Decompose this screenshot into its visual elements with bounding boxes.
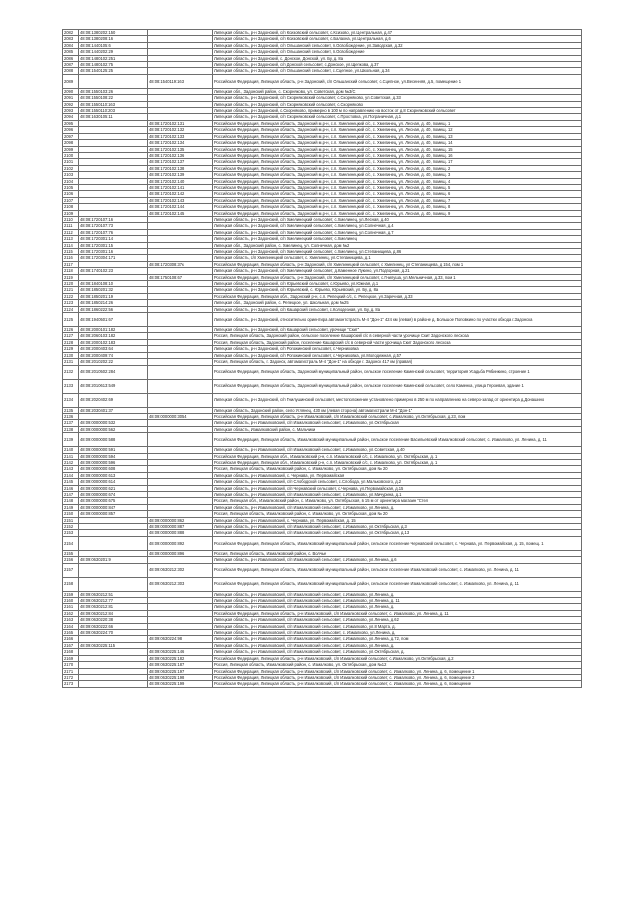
- row-number-cell: 2104: [63, 178, 79, 184]
- cadastral-number-cell: 48:08:1720301:14: [79, 236, 148, 242]
- cadastral-number-cell: 48:09:0000000:621: [79, 485, 148, 491]
- row-number-cell: 2122: [63, 293, 79, 299]
- table-row: [63, 393, 582, 407]
- address-cell: Российская Федерация, Липецкая область, Задонский м.р-н, с.п. Хмелинецкий с/с, с. Хмелинец, ул. Лесная, д. 40, помещ. 14: [213, 140, 582, 146]
- address-register-table: [62, 29, 582, 688]
- row-number-cell: 2161: [63, 604, 79, 610]
- row-number-cell: 2159: [63, 591, 79, 597]
- row-number-cell: 2154: [63, 536, 79, 550]
- cadastral-number-cell: 48:08:2010202:22: [79, 359, 148, 365]
- premises-number-cell: 48:09:0630225:199: [148, 681, 213, 687]
- address-cell: Липецкая область, р-н Задонский, с/п Хмелинецкий сельсовет, д.Каменное Лукино, ул.Подгорная, д.21: [213, 268, 582, 274]
- premises-number-cell: 48:09:0000000:892: [148, 536, 213, 550]
- address-cell: Российская Федерация, Липецкая область, р-н Измалковский, с/п Измалковский сельсовет, с. Измалково, ул. Ленина, д. 6, помещение: [213, 681, 582, 687]
- address-cell: Российская Федерация, Липецкая область, Задонский м.р-н, с.п. Хмелинецкий с/с, с. Хмелинец, ул. Лесная, д. 40, помещ. 2: [213, 165, 582, 171]
- address-cell: Российская Федерация, Липецкая область, Измалковский муниципальный район, сельское поселение Васильевский Измалковский сельсовет, с. Измалково, ул. Ленина, д. 11: [213, 433, 582, 447]
- address-cell: Липецкая область, р-н Измалковский, с/п Измалковский сельсовет, с.Измалково, ул.Ленина, д.: [213, 604, 582, 610]
- table-row: [63, 74, 582, 88]
- row-number-cell: 2137: [63, 420, 79, 426]
- row-number-cell: 2170: [63, 662, 79, 668]
- row-number-cell: 2114: [63, 242, 79, 248]
- table-row: [63, 563, 582, 577]
- row-number-cell: 2150: [63, 511, 79, 517]
- row-number-cell: 2164: [63, 623, 79, 629]
- row-number-cell: 2146: [63, 485, 79, 491]
- address-cell: Липецкая область, р-н Измалковский, с/п Измалковский сельсовет, с.Измалково, ул.Мичурина, д.1: [213, 491, 582, 497]
- cadastral-number-cell: 48:09:0000000:532: [79, 420, 148, 426]
- address-cell: Липецкая область, р-н Задонский, относительно ориентира автомонтстрасть М-4 "Дон-1" 424 км (левая) в районе д. Большое Поповкино по участки обхода г.Задонска: [213, 313, 582, 327]
- cadastral-number-cell: 48:08:1380202:150: [79, 30, 148, 36]
- address-cell: Российская Федерация, Липецкая обл., Измалковский р-н, с.п. Измалковский с/с, с. Измалково, ул. Октябрьская, д. 1: [213, 459, 582, 465]
- address-cell: Липецкая обл., Задонский район, с. Репецкое, ул. Школьная, дом №25: [213, 300, 582, 306]
- cadastral-number-cell: 48:08:1720107:16: [79, 216, 148, 222]
- address-cell: Липецкая область, р-н Задонский, с/п Донской сельсовет, с.Донское, ул.Щепкова, д.37: [213, 62, 582, 68]
- premises-number-cell: [148, 393, 213, 407]
- cadastral-number-cell: 48:08:1850201:19: [79, 293, 148, 299]
- row-number-cell: 2091: [63, 95, 79, 101]
- address-cell: Липецкая область, р-н Задонский, с/п Рогожинский сельсовет, с.Черниховка: [213, 346, 582, 352]
- row-number-cell: 2127: [63, 333, 79, 339]
- address-cell: Липецкая область, р-н Задонский, с/п Хмелинецкий сельсовет, с.Хмелинец, ул.Солнечная, д.4: [213, 223, 582, 229]
- table-row: [63, 433, 582, 447]
- cadastral-number-cell: 48:08:1840108:10: [79, 281, 148, 287]
- row-number-cell: 2138: [63, 426, 79, 432]
- cadastral-number-cell: 48:08:1550108:22: [79, 95, 148, 101]
- address-cell: Российская Федерация, Липецкая область, Задонский м.р-н, с.п. Хмелинецкий с/с, с. Хмелинец, ул. Лесная, д. 40, помещ. 4: [213, 178, 582, 184]
- address-cell: Липецкая область, р-н Задонский, с/п Ольшанский сельсовет, с.Сцепное, ул.Школьная, д.34: [213, 68, 582, 74]
- row-number-cell: 2090: [63, 88, 79, 94]
- row-number-cell: 2134: [63, 393, 79, 407]
- address-cell: Липецкая область, р-н Измалковский, с/п Измалковский сельсовет, с.Измалково, ул.Ленина, д.: [213, 504, 582, 510]
- premises-number-cell: [148, 365, 213, 379]
- address-cell: Липецкая область, р-н Измалковский, с/п Измалковский сельсовет, с.Измалково, ул.Октябрьская, д.3: [213, 524, 582, 530]
- cadastral-number-cell: 48:08:2010613:549: [79, 379, 148, 393]
- address-cell: Российская Федерация, Липецкая область, Задонский м.р-н, с.п. Хмелинецкий с/с, с. Хмелинец, ул. Лесная, д. 40, помещ. 12: [213, 127, 582, 133]
- address-cell: Липецкая область, р-н Измалковский, с/п Измалковский сельсовет, с.Измалково, ул.Октябрьская, д.13: [213, 530, 582, 536]
- address-cell: Российская Федерация, Липецкая область, р-н Задонский, с/п Ольшанский сельсовет, с.Сцепное, ул.Весенняя, д.5, помещение 1: [213, 74, 582, 88]
- premises-number-cell: 48:08:1720102:133: [148, 133, 213, 139]
- row-number-cell: 2113: [63, 236, 79, 242]
- row-number-cell: 2124: [63, 306, 79, 312]
- address-cell: Россия, Липецкая область, Измалковский район, с. Измалково, ул. Октябрьская, дом № 20: [213, 466, 582, 472]
- row-number-cell: 2087: [63, 62, 79, 68]
- premises-number-cell: 48:09:0630225:182: [148, 655, 213, 661]
- address-cell: Российская Федерация, Липецкая область, Задонский м.р-н, с.п. Хмелинецкий с/с, с. Хмелинец, ул. Лесная, д. 40, помещ. 6: [213, 191, 582, 197]
- cadastral-number-cell: 48:08:1740102:23: [79, 268, 148, 274]
- row-number-cell: 2157: [63, 563, 79, 577]
- cadastral-number-cell: 48:09:0000000:608: [79, 466, 148, 472]
- row-number-cell: 2141: [63, 453, 79, 459]
- address-cell: Российская Федерация, Липецкая область, р-н Измалковский, с/п Измалковский сельсовет, с.Измалково, ул.Октябрьская, д.2: [213, 655, 582, 661]
- address-cell: Российская Федерация, Липецкая область, Задонский муниципальный район, сельское поселение Каменский сельсовет, территория Усадьба Рябинкино, строение 1: [213, 365, 582, 379]
- address-cell: Российская Федерация, Липецкая область, Задонский м.р-н, с.п. Хмелинецкий с/с, с. Хмелинец, ул. Лесная, д. 40, помещ. 1: [213, 120, 582, 126]
- cadastral-number-cell: 48:08:1630105:11: [79, 114, 148, 120]
- row-number-cell: 2152: [63, 524, 79, 530]
- premises-number-cell: 48:08:1720102:132: [148, 127, 213, 133]
- cadastral-number-cell: 48:08:1720304:171: [79, 255, 148, 261]
- premises-number-cell: 48:09:0000000:888: [148, 530, 213, 536]
- address-cell: Российская Федерация, Липецкая область, р-н Задонский, с/п Хмелинецкий сельсовет, с.Гнилуша, ул.Мельничная, д.33, пом 1: [213, 274, 582, 280]
- address-cell: Российская Федерация, Липецкая область, р-н Задонский, с/п Хмелинецкий сельсовет, с Хмелинец, ул Степанищева, д 154, пом 1: [213, 261, 582, 267]
- address-cell: Липецкая область, р-н Измалковский, с/п Измалковский сельсовет, с.Измалково, ул.Ленина, д. 11: [213, 598, 582, 604]
- row-number-cell: 2094: [63, 114, 79, 120]
- table-row: [63, 365, 582, 379]
- cadastral-number-cell: 48:08:2000409:74: [79, 352, 148, 358]
- premises-number-cell: 48:09:0000000:3054: [148, 413, 213, 419]
- row-number-cell: 2131: [63, 359, 79, 365]
- address-cell: Российская Федерация, Липецкая область, Измалковский муниципальный район, сельское поселение Измалковский сельсовет, с. Измалково, ул. Ленина, д. 11: [213, 563, 582, 577]
- cadastral-number-cell: 48:08:2030401:37: [79, 407, 148, 413]
- row-number-cell: 2143: [63, 466, 79, 472]
- cadastral-number-cell: 48:08:2060103:182: [79, 333, 148, 339]
- address-cell: Липецкая область, р-н Измалковский, с/п Измалковский сельсовет, с.Измалково, ул.Ленина, д.72, пом: [213, 636, 582, 642]
- premises-number-cell: 48:08:1540119:163: [148, 74, 213, 88]
- cadastral-number-cell: 48:09:0630224:70: [79, 630, 148, 636]
- address-cell: Российская Федерация, Липецкая область, Задонский м.р-н, с.п. Хмелинецкий с/с, с. Хмелинец, ул. Лесная, д. 40, помещ. 17: [213, 159, 582, 165]
- address-cell: Российская Федерация, Липецкая обл., Измалковский р-н, с.п. Измалковский с/с, с. Измалково, ул. Октябрьская, д. 1: [213, 453, 582, 459]
- premises-number-cell: 48:08:1720102:142: [148, 191, 213, 197]
- row-number-cell: 2111: [63, 223, 79, 229]
- address-cell: Липецкая область, р-н Измалковский, с/п Измалковский сельсовет, с.Измалково, ул.Ленина, д.62: [213, 617, 582, 623]
- premises-number-cell: 48:08:1750108:67: [148, 274, 213, 280]
- cadastral-number-cell: 48:08:1540125:25: [79, 68, 148, 74]
- premises-number-cell: 48:08:1720102:131: [148, 120, 213, 126]
- row-number-cell: 2092: [63, 101, 79, 107]
- address-cell: Российская Федерация, Липецкая область, Задонский м.р-н, с.п. Хмелинецкий с/с, с. Хмелинец, ул. Лесная, д. 40, помещ. 7: [213, 197, 582, 203]
- premises-number-cell: 48:09:0630225:197: [148, 668, 213, 674]
- address-cell: Российская Федерация, Липецкая область, Задонский муниципальный район, сельское поселение Каменский сельсовет, село Каменка, улица Героевая, здание 1: [213, 379, 582, 393]
- address-cell: Российская Федерация, Липецкая область, р-н Измалковский, с/п Измалковский сельсовет, с. Измалково, ул. Ленина, д. 6, помещение 1: [213, 668, 582, 674]
- cadastral-number-cell: 48:09:0000000:591: [79, 447, 148, 453]
- address-cell: Россия, Липецкая обл., Измалковский район, с. Измалково, ул. Октябрьская, в 15 м от ориентира магазин "Стел: [213, 498, 582, 504]
- cadastral-number-cell: 48:08:2020402:69: [79, 393, 148, 407]
- row-number-cell: 2160: [63, 598, 79, 604]
- premises-number-cell: [148, 379, 213, 393]
- address-cell: Липецкая область, р-н Задонский, с.Скорняково, примерно в 100 м по направлению на восток от д.8 Скорняковский сельсовет: [213, 108, 582, 114]
- cadastral-number-cell: [79, 74, 148, 88]
- row-number-cell: 2126: [63, 327, 79, 333]
- row-number-cell: 2116: [63, 255, 79, 261]
- premises-number-cell: 48:08:1720102:140: [148, 178, 213, 184]
- premises-number-cell: 48:08:1720102:145: [148, 210, 213, 216]
- premises-number-cell: 48:09:0000000:887: [148, 524, 213, 530]
- row-number-cell: 2095: [63, 120, 79, 126]
- address-cell: Липецкая область, р-н Задонский, с/п Ксизовский сельсовет, с.Балахна, ул.Центральная, д.6: [213, 36, 582, 42]
- address-cell: Российская Федерация, Липецкая область, Задонский м.р-н, с.п. Хмелинецкий с/с, с. Хмелинец, ул. Лесная, д. 40, помещ. 8: [213, 204, 582, 210]
- address-cell: Липецкая область, р-н Задонский, с/п Хмелинецкий сельсовет, с.Хмелинец, ул.Степанищева, д.86: [213, 249, 582, 255]
- cadastral-number-cell: [79, 563, 148, 577]
- row-number-cell: 2171: [63, 668, 79, 674]
- address-cell: Липецкая область, р-н Задонский, с/п Скорняковский сельсовет, с.Скорняково: [213, 101, 582, 107]
- cadastral-number-cell: 48:08:1940501:67: [79, 313, 148, 327]
- row-number-cell: 2083: [63, 36, 79, 42]
- cadastral-number-cell: 48:09:0630212:77: [79, 598, 148, 604]
- premises-number-cell: 48:08:1720308:37к: [148, 261, 213, 267]
- address-cell: Липецкая область, р-н Задонский, с/п Рогожинский сельсовет, с.Черниховка, ул.Молодежная, д.57: [213, 352, 582, 358]
- cadastral-number-cell: 48:08:1860222:56: [79, 306, 148, 312]
- address-cell: Липецкая область, р-н Задонский, с/п Гнилушинский сельсовет, местоположение установлено примерно в 250 м по направлению на северо-запад от ориентира д.Донашино: [213, 393, 582, 407]
- cadastral-number-cell: 48:08:1480102:251: [79, 55, 148, 61]
- address-cell: Липецкая область, р-н Измалковский, с/п Измалковский сельсовет, с.Измалково, ул.Ленина, д.6: [213, 557, 582, 563]
- row-number-cell: 2109: [63, 210, 79, 216]
- cadastral-number-cell: 48:08:1550110:203: [79, 108, 148, 114]
- address-cell: Липецкая область, Измалковский район, с. Мальчики: [213, 426, 582, 432]
- table-row: [63, 536, 582, 550]
- premises-number-cell: 48:09:0000000:862: [148, 517, 213, 523]
- address-cell: Россия, Липецкая область, Задонский район, сельское поселение Кашарский с/с в северной части урочище Скит Задонского лесхоза: [213, 333, 582, 339]
- row-number-cell: 2108: [63, 204, 79, 210]
- row-number-cell: 2100: [63, 152, 79, 158]
- cadastral-number-cell: 48:09:0630212:81: [79, 604, 148, 610]
- premises-number-cell: 48:08:1720102:144: [148, 204, 213, 210]
- row-number-cell: 2166: [63, 636, 79, 642]
- row-number-cell: 2155: [63, 550, 79, 556]
- cadastral-number-cell: 48:08:1720107:76: [79, 229, 148, 235]
- address-cell: Российская Федерация, Липецкая область, Измалковский муниципальный район, сельское поселение Измалковский сельсовет, с. Измалково, ул. Ленина, д. 11: [213, 577, 582, 591]
- row-number-cell: 2115: [63, 249, 79, 255]
- cadastral-number-cell: 48:08:1720301:15: [79, 242, 148, 248]
- address-cell: Липецкая область, р-н Измалковский, с/п Слободской сельсовет, с.Слобода, ул.Мальковского, д.2: [213, 479, 582, 485]
- cadastral-number-cell: 48:08:1720107:73: [79, 223, 148, 229]
- cadastral-number-cell: 48:08:1720301:16: [79, 249, 148, 255]
- address-cell: Российская Федерация, Липецкая область, р-н Измалковский, с/п Измалковский сельсовет, с.Измалково, ул.Октябрьская, д.23, пом: [213, 413, 582, 419]
- premises-number-cell: 48:08:1720102:139: [148, 172, 213, 178]
- row-number-cell: 2144: [63, 472, 79, 478]
- row-number-cell: 2128: [63, 339, 79, 345]
- address-cell: Липецкая область, с/п Хмелинецкий сельсовет, с. Хмелинец, ул.Степанищева, д.1: [213, 255, 582, 261]
- row-number-cell: 2101: [63, 159, 79, 165]
- cadastral-number-cell: 48:09:0000000:613: [79, 472, 148, 478]
- row-number-cell: 2093: [63, 108, 79, 114]
- cadastral-number-cell: 48:08:1380208:16: [79, 36, 148, 42]
- table-row: [63, 577, 582, 591]
- cadastral-number-cell: 48:08:1440202:29: [79, 49, 148, 55]
- cadastral-number-cell: 48:09:0000000:857: [79, 511, 148, 517]
- address-cell: Липецкая область, р-н Задонский, с/п Ольшанский сельсовет, п.Освобождение: [213, 49, 582, 55]
- row-number-cell: 2169: [63, 655, 79, 661]
- cadastral-number-cell: [79, 536, 148, 550]
- row-number-cell: 2136: [63, 413, 79, 419]
- row-number-cell: 2158: [63, 577, 79, 591]
- row-number-cell: 2117: [63, 261, 79, 267]
- cadastral-number-cell: 48:08:2000101:182: [79, 327, 148, 333]
- row-number-cell: 2112: [63, 229, 79, 235]
- address-cell: Липецкая область, р-н Задонский, с/п Хмелинецкий сельсовет, с.Хмелинец, ул.Лесная, д.40: [213, 216, 582, 222]
- row-number-cell: 2110: [63, 216, 79, 222]
- cadastral-number-cell: 48:09:0000000:588: [79, 433, 148, 447]
- address-cell: Липецкая область, р-н Задонский, с/п Ольшанский сельсовет, п.Освобождение, ул.Заводская, д.32: [213, 42, 582, 48]
- address-cell: Россия, Липецкая область, Измалковский район, с. Измалково, ул. Октябрьская, дом № 20: [213, 511, 582, 517]
- address-cell: Российская Федерация, Липецкая обл., Задонский р-н, с.п. Репецкий с/с, с. Репецкое, ул.Заречная, д.33: [213, 293, 582, 299]
- row-number-cell: 2145: [63, 479, 79, 485]
- address-cell: Липецкая область, р-н Измалковский, с/п Измалковский сельсовет, с.Измалково, ул.Октябрьская, д.: [213, 649, 582, 655]
- cadastral-number-cell: 48:09:0630225:115: [79, 642, 148, 648]
- address-cell: Россия, Липецкая область, Измалковский район, с. Волчье: [213, 550, 582, 556]
- cadastral-number-cell: 48:08:2010502:284: [79, 365, 148, 379]
- premises-number-cell: 48:08:1720102:135: [148, 146, 213, 152]
- address-cell: Липецкая область, р-н Задонский, с/п Скорняковский сельсовет, с.Скорняково, ул.Советская, д.33: [213, 95, 582, 101]
- address-cell: Липецкая обл., Задонский район, с. Хмелинец, ул. Солнечная, дом №2: [213, 242, 582, 248]
- address-cell: Липецкая область, р-н Задонский, с. Донское, Донской, ул. Бу, д. 8а: [213, 55, 582, 61]
- row-number-cell: 2103: [63, 172, 79, 178]
- address-cell: Липецкая область, р-н Измалковский, с/п Измалковский сельсовет, с.Измалково, ул.Ленина, д.: [213, 591, 582, 597]
- row-number-cell: 2119: [63, 274, 79, 280]
- premises-number-cell: 48:08:1720102:141: [148, 184, 213, 190]
- row-number-cell: 2173: [63, 681, 79, 687]
- address-cell: Липецкая область, р-н Задонский, с/п Скорняковский сельсовет, с.Простовка, ул.Пограничная, д.1: [213, 114, 582, 120]
- address-cell: Липецкая область, р-н Задонский, с/п Юрьевский сельсовет, с.Юрьево, ул.Южная, д.1: [213, 281, 582, 287]
- premises-number-cell: 48:09:0630224:98: [148, 636, 213, 642]
- row-number-cell: 2167: [63, 642, 79, 648]
- cadastral-number-cell: 48:09:0000000:594: [79, 453, 148, 459]
- row-number-cell: 2125: [63, 313, 79, 327]
- row-number-cell: 2118: [63, 268, 79, 274]
- row-number-cell: 2082: [63, 30, 79, 36]
- row-number-cell: 2107: [63, 197, 79, 203]
- row-number-cell: 2096: [63, 127, 79, 133]
- cadastral-number-cell: 48:09:0000000:562: [79, 426, 148, 432]
- cadastral-number-cell: 48:08:1550110:163: [79, 101, 148, 107]
- address-cell: Липецкая обл., Задонский район, с. Скорняково, ул. Советская, дом №3/С: [213, 88, 582, 94]
- address-cell: Россия, Липецкая область, Измалковский район, с. Измалково, ул. Октябрьская, дом №12: [213, 662, 582, 668]
- address-cell: Российская Федерация, Липецкая область, Задонский м.р-н, с.п. Хмелинецкий с/с, с. Хмелинец, ул. Лесная, д. 40, помещ. 16: [213, 152, 582, 158]
- address-cell: Липецкая область, р-н Измалковский, с/п Чернавский сельсовет, с.Чернава, ул.Первомайская, д.15: [213, 485, 582, 491]
- cadastral-number-cell: [79, 681, 148, 687]
- cadastral-number-cell: 48:09:0630212:51: [79, 591, 148, 597]
- row-number-cell: 2105: [63, 184, 79, 190]
- address-cell: Российская Федерация, Липецкая область, Задонский м.р-н, с.п. Хмелинецкий с/с, с. Хмелинец, ул. Лесная, д. 40, помещ. 9: [213, 210, 582, 216]
- row-number-cell: 2156: [63, 557, 79, 563]
- cadastral-number-cell: 48:09:0630201:9: [79, 557, 148, 563]
- premises-number-cell: [148, 433, 213, 447]
- address-cell: Липецкая область, р-н Задонский, с/п Кашарский сельсовет, урочище "Скит": [213, 327, 582, 333]
- cadastral-number-cell: 48:08:1850214:26: [79, 300, 148, 306]
- address-cell: Липецкая область, р-н Измалковский, с/п Измалковский сельсовет, с. Измалково, ул.Ленина, д.: [213, 630, 582, 636]
- premises-number-cell: 48:09:0630225:187: [148, 662, 213, 668]
- row-number-cell: 2121: [63, 287, 79, 293]
- address-cell: Липецкая область, р-н Задонский, с/п Кашарский сельсовет, с.Колодезная, ул. Бу, д. 8а: [213, 306, 582, 312]
- premises-number-cell: 48:09:0630225:146: [148, 649, 213, 655]
- row-number-cell: 2130: [63, 352, 79, 358]
- table-row: [63, 313, 582, 327]
- cadastral-number-cell: 48:09:0630222:66: [79, 623, 148, 629]
- address-cell: Липецкая область, р-н Задонский, с/п Юрьевский, с. Юрьево, Юрьевский, ул. Бу, д. 8а: [213, 287, 582, 293]
- row-number-cell: 2106: [63, 191, 79, 197]
- row-number-cell: 2140: [63, 447, 79, 453]
- premises-number-cell: 48:08:1720102:136: [148, 152, 213, 158]
- cadastral-number-cell: 48:08:1850201:32: [79, 287, 148, 293]
- row-number-cell: 2085: [63, 49, 79, 55]
- address-cell: Липецкая область, р-н Задонский, с/п Ксизовский сельсовет, с.Ксизово, ул.Центральная, д.47: [213, 30, 582, 36]
- address-cell: Липецкая область, р-н Задонский, с/п Хмелинецкий сельсовет, с.Хмелинец: [213, 236, 582, 242]
- cadastral-number-cell: 48:09:0630220:38: [79, 617, 148, 623]
- row-number-cell: 2168: [63, 649, 79, 655]
- cadastral-number-cell: 48:09:0000000:847: [79, 504, 148, 510]
- cadastral-number-cell: 48:08:1480102:75: [79, 62, 148, 68]
- cadastral-number-cell: 48:09:0000000:596: [79, 459, 148, 465]
- row-number-cell: 2086: [63, 55, 79, 61]
- premises-number-cell: 48:08:1720102:138: [148, 165, 213, 171]
- address-cell: Российская Федерация, Липецкая область, Задонский м.р-н, с.п. Хмелинецкий с/с, с. Хмелинец, ул. Лесная, д. 40, помещ. 5: [213, 184, 582, 190]
- address-cell: Российская Федерация, Липецкая область, Задонский м.р-н, с.п. Хмелинецкий с/с, с. Хмелинец, ул. Лесная, д. 40, помещ. 13: [213, 133, 582, 139]
- row-number-cell: 2163: [63, 617, 79, 623]
- address-cell: Липецкая область, р-н Измалковский, с/п Измалковский сельсовет, с.Измалково, ул.Октябрьская: [213, 420, 582, 426]
- row-number-cell: 2139: [63, 433, 79, 447]
- cadastral-number-cell: 48:08:1440105:6: [79, 42, 148, 48]
- row-number-cell: 2162: [63, 610, 79, 616]
- row-number-cell: 2089: [63, 74, 79, 88]
- address-cell: Российская Федерация, Липецкая область, Задонский м.р-н, с.п. Хмелинецкий с/с, с. Хмелинец, ул. Лесная, д. 40, помещ. 3: [213, 172, 582, 178]
- row-number-cell: 2151: [63, 517, 79, 523]
- cadastral-number-cell: 48:09:0000000:614: [79, 479, 148, 485]
- row-number-cell: 2123: [63, 300, 79, 306]
- row-number-cell: 2097: [63, 133, 79, 139]
- premises-number-cell: 48:08:1720102:134: [148, 140, 213, 146]
- row-number-cell: 2084: [63, 42, 79, 48]
- address-cell: Россия, Липецкая область, Задонский район, поселение Кашарский с/с в северной части урочища Скит Задонского лесхоза: [213, 339, 582, 345]
- row-number-cell: 2165: [63, 630, 79, 636]
- address-cell: Липецкая область, р-н Измалковский, с/п Измалковский сельсовет, с.Измалково, ул.8 Марта, д.: [213, 623, 582, 629]
- cadastral-number-cell: [79, 577, 148, 591]
- cadastral-number-cell: 48:09:0630212:84: [79, 610, 148, 616]
- row-number-cell: 2129: [63, 346, 79, 352]
- row-number-cell: 2149: [63, 504, 79, 510]
- cadastral-number-cell: 48:08:2000403:64: [79, 346, 148, 352]
- address-cell: Липецкая область, р-н Задонский, с/п Хмелинецкий сельсовет, с.Хмелинец, ул.Солнечная, д.7: [213, 229, 582, 235]
- row-number-cell: 2153: [63, 530, 79, 536]
- cadastral-number-cell: 48:09:0000000:675: [79, 498, 148, 504]
- row-number-cell: 2132: [63, 365, 79, 379]
- row-number-cell: 2088: [63, 68, 79, 74]
- address-cell: Липецкая область, р-н Измалковский, с. Чернава, ул. Первомайская: [213, 472, 582, 478]
- cadastral-number-cell: 48:08:2000102:183: [79, 339, 148, 345]
- address-cell: Российская Федерация, Липецкая область, р-н Измалковский, с/п Измалковский сельсовет, с. Измалково, ул. Ленина, д. 6, помещение 2: [213, 674, 582, 680]
- row-number-cell: 2147: [63, 491, 79, 497]
- row-number-cell: 2148: [63, 498, 79, 504]
- premises-number-cell: 48:09:0000000:896: [148, 550, 213, 556]
- table-row: [63, 681, 582, 687]
- premises-number-cell: 48:09:0630212:302: [148, 563, 213, 577]
- premises-number-cell: 48:09:0630225:198: [148, 674, 213, 680]
- address-cell: Липецкая область, р-н Измалковский, с/п Измалковский сельсовет, с.Измалково, ул.Ленина, д.: [213, 642, 582, 648]
- address-cell: Российская Федерация, Липецкая область, Задонский м.р-н, с.п. Хмелинецкий с/с, с. Хмелинец, ул. Лесная, д. 40, помещ. 15: [213, 146, 582, 152]
- address-cell: Липецкая область, Задонский район, село Углянец, 430 км (левая сторона) автомагистрали М-4 "Дон-1": [213, 407, 582, 413]
- row-number-cell: 2098: [63, 140, 79, 146]
- premises-number-cell: 48:08:1720102:143: [148, 197, 213, 203]
- row-number-cell: 2099: [63, 146, 79, 152]
- cadastral-number-cell: 48:08:1550103:26: [79, 88, 148, 94]
- row-number-cell: 2135: [63, 407, 79, 413]
- premises-number-cell: 48:09:0630212:303: [148, 577, 213, 591]
- row-number-cell: 2102: [63, 165, 79, 171]
- row-number-cell: 2172: [63, 674, 79, 680]
- cadastral-number-cell: 48:09:0000000:674: [79, 491, 148, 497]
- premises-number-cell: 48:08:1720102:137: [148, 159, 213, 165]
- table-row: [63, 379, 582, 393]
- address-cell: Российская Федерация, Липецкая область, Измалковский муниципальный район, сельское поселение Чернавский сельсовет, с. Чернава, ул. Первомайская, д. 15, помещ. 1: [213, 536, 582, 550]
- address-cell: Липецкая область, р-н Измалковский, с/п Измалковский сельсовет, с.Измалково, ул.Советская, д.40: [213, 447, 582, 453]
- row-number-cell: 2120: [63, 281, 79, 287]
- row-number-cell: 2133: [63, 379, 79, 393]
- premises-number-cell: [148, 313, 213, 327]
- address-cell: Липецкая область, р-н Измалковский, с. Чернава, ул. Первомайская, д. 15: [213, 517, 582, 523]
- row-number-cell: 2142: [63, 459, 79, 465]
- address-cell: Российская Федерация, Липецкая область, р-н Измалковский, с/п Измалковский сельсовет, с. Измалково, ул. Ленина, д. 11: [213, 610, 582, 616]
- address-cell: Россия, Липецкая область, г. Задонск, автомагистраль М-4 "Дон-1" на обходе г. Задонск 417 км (правая): [213, 359, 582, 365]
